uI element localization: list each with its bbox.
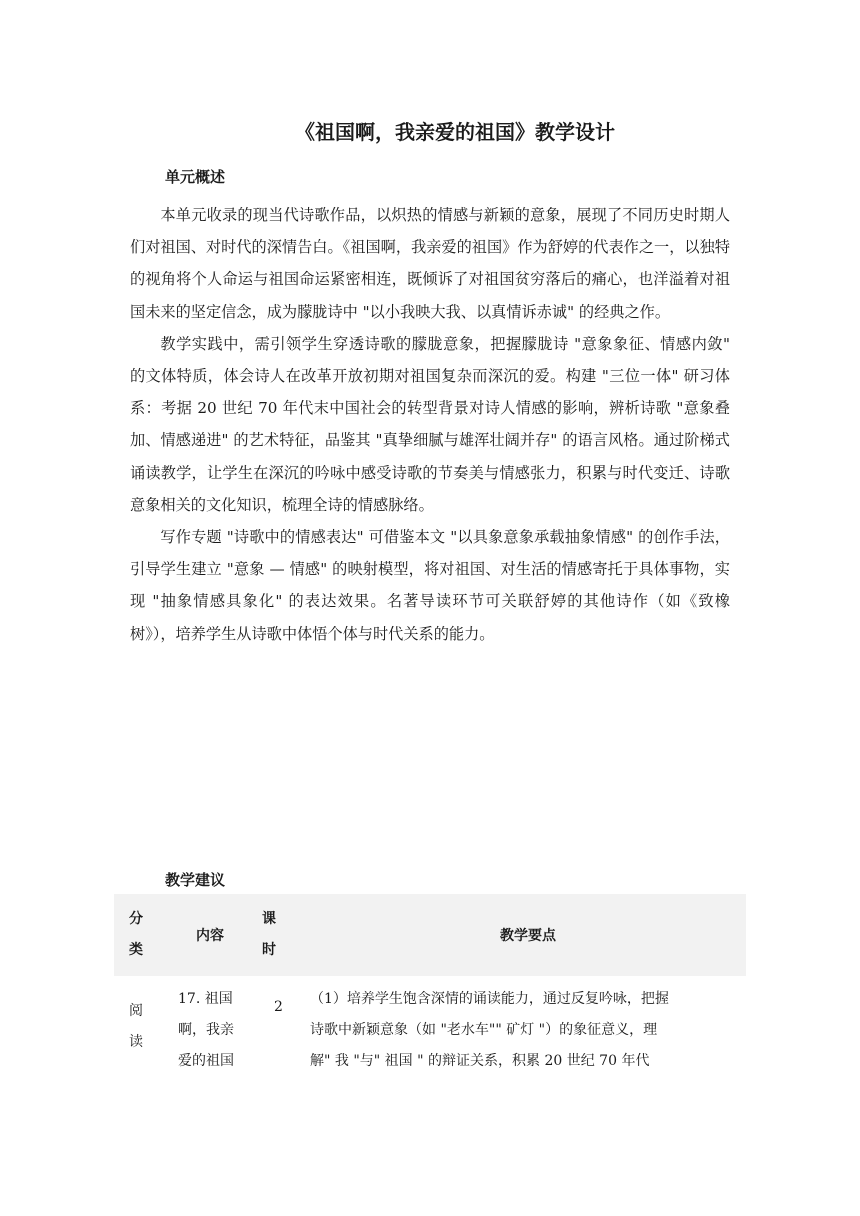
header-content: 内容 bbox=[158, 894, 262, 976]
header-category: 分 类 bbox=[114, 894, 158, 976]
teaching-suggestions-heading: 教学建议 bbox=[165, 871, 226, 889]
overview-paragraph-2: 教学实践中，需引领学生穿透诗歌的朦胧意象，把握朦胧诗 "意象象征、情感内敛" 的文体特质，体会诗人在改革开放初期对祖国复杂而深沉的爱。构建 "三位一体" 研习体系：考据 20 世纪 70 年代末中国社会的转型背景对诗人情感的影响，辨析诗歌 "意象叠加、情感递进" 的艺术特征，品鉴其 "真挚细腻与雄浑壮阔并存" 的语言风格。通过阶梯式诵读教学，让学生在深沉的吟咏中感受诗歌的节奏美与情感张力，积累与时代变迁、诗歌意象相关的文化知识，梳理全诗的情感脉络。 bbox=[130, 334, 730, 514]
header-hours: 课 时 bbox=[262, 894, 310, 976]
overview-paragraph-1: 本单元收录的现当代诗歌作品，以炽热的情感与新颖的意象，展现了不同历史时期人们对祖国、对时代的深情告白。《祖国啊，我亲爱的祖国》作为舒婷的代表作之一，以独特的视角将个人命运与祖国命运紧密相连，既倾诉了对祖国贫穷落后的痛心，也洋溢着对祖国未来的坚定信念，成为朦胧诗中 "以小我映大我、以真情诉赤诚" 的经典之作。 bbox=[130, 206, 730, 321]
document-title: 《祖国啊，我亲爱的祖国》教学设计 bbox=[295, 120, 615, 144]
teaching-plan-table bbox=[114, 894, 746, 1077]
row-hours: 2 bbox=[274, 999, 283, 1015]
row-category: 阅 读 bbox=[129, 1003, 143, 1050]
unit-overview-body bbox=[130, 199, 730, 650]
table-row bbox=[114, 976, 746, 1077]
table-header-row bbox=[114, 894, 746, 976]
unit-overview-heading: 单元概述 bbox=[165, 168, 226, 186]
row-content: 17. 祖国 啊，我亲 爱的祖国 bbox=[178, 991, 234, 1069]
overview-paragraph-3: 写作专题 "诗歌中的情感表达" 可借鉴本文 "以具象意象承载抽象情感" 的创作手法，引导学生建立 "意象 — 情感" 的映射模型，将对祖国、对生活的情感寄托于具体事物，实现 "抽象情感具象化" 的表达效果。名著导读环节可关联舒婷的其他诗作（如《致橡树》），培养学生从诗歌中体悟个体与时代关系的能力。 bbox=[130, 528, 730, 643]
header-teaching-points: 教学要点 bbox=[310, 894, 746, 976]
row-teaching-points: （1）培养学生饱含深情的诵读能力，通过反复吟咏，把握 诗歌中新颖意象（如 "老水车"" 矿灯 "）的象征意义，理 解" 我 "与" 祖国 " 的辩证关系，积累 20 世纪 70 年代 bbox=[310, 991, 669, 1069]
